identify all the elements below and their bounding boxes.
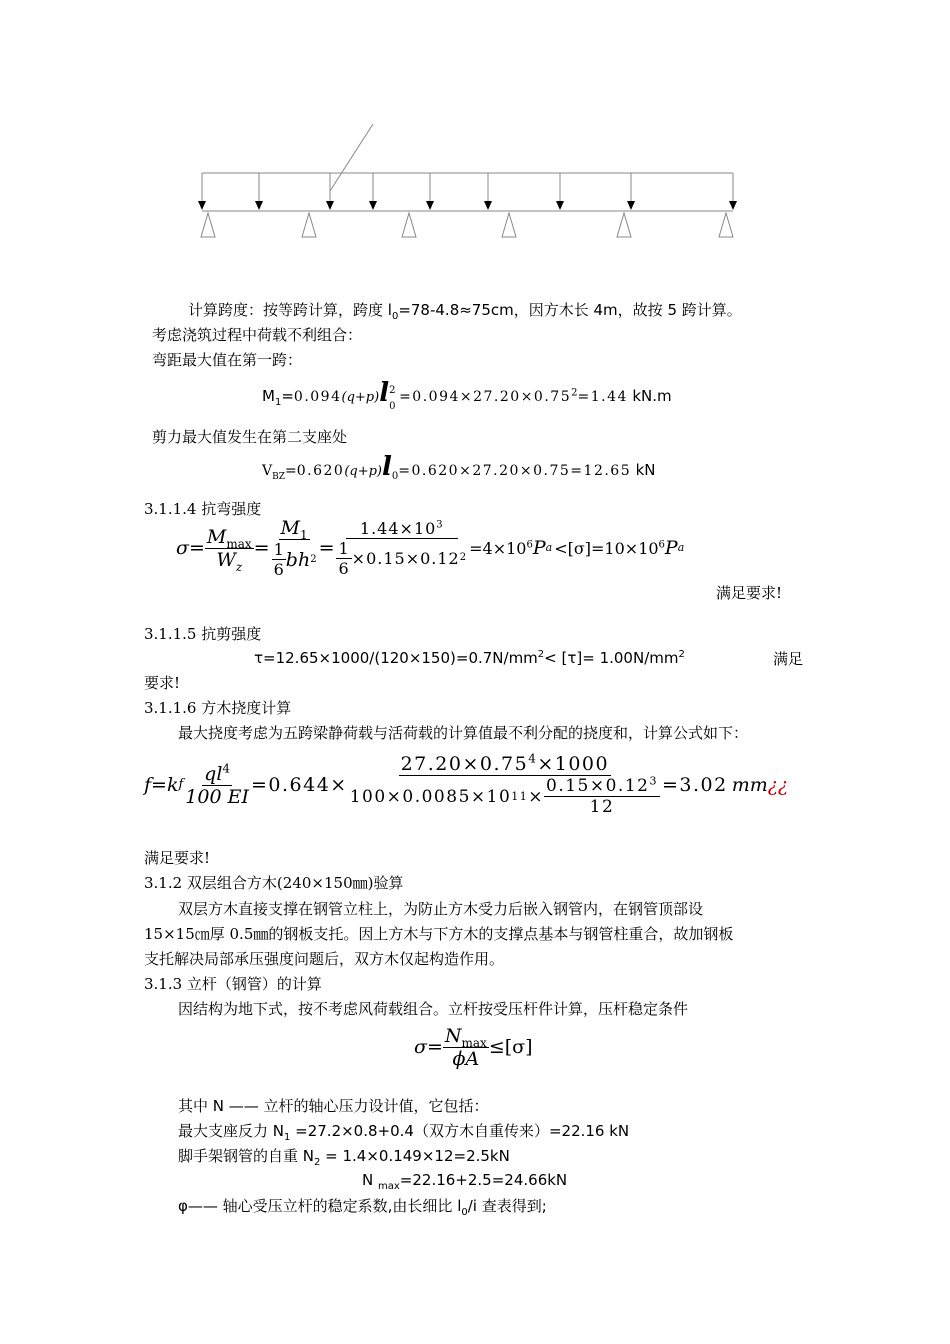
- section-313: 3.1.3 立杆（钢管）的计算: [144, 975, 322, 993]
- load-arrow: [484, 173, 492, 210]
- tau-ok-b: 要求!: [144, 674, 181, 692]
- pin-support: [302, 213, 316, 237]
- frac-n-over-phia: $\frac{N_{max}}{\phi A}$: [444, 1024, 487, 1070]
- section-312: 3.1.2 双层组合方木(240×150㎜)验算: [144, 874, 404, 892]
- para-moment-first: 弯距最大值在第一跨：: [152, 351, 303, 369]
- frac-m1-over-section: $M_1$ $\frac{1}{6}$ bh 2: [273, 517, 317, 579]
- max-support-reaction: 最大支座反力 $N_1 =27.2\times 0.8+0.4$（双方木自重传来）=22.16 kN: [178, 1122, 630, 1143]
- tau-ok-a: 满足: [773, 650, 804, 668]
- eq-sigma-bending: σ= $\frac{M_{max}}{W_z}$ = $M_1$ $\frac{1}{6}$ bh 2 = $1.44\times 10^3$ $\frac{1}{6}$ ×0.15×0.12 2 $=4\times 10^6$ P a $<[\sigma]=10\times 10^6$ P a: [176, 517, 685, 579]
- para-combo: 考虑浇筑过程中荷载不利组合：: [152, 326, 363, 344]
- load-arrow: [198, 173, 206, 210]
- where-n: 其中 N —— 立杆的轴心压力设计值，它包括：: [178, 1097, 489, 1115]
- phi-definition: φ—— 轴心受压立杆的稳定系数,由长细比 $l_0/i$ 查表得到;: [178, 1197, 547, 1218]
- load-arrow: [729, 173, 737, 210]
- pin-support: [201, 213, 215, 237]
- eq-m1: $M_1=0.094(q+p)l$ 2 0 $=0.094\times 27.20\times 0.75^2=1.44$ kN.m: [262, 378, 672, 412]
- load-arrows: [198, 173, 737, 210]
- eq-deflection: f=k f $\frac{ql^4}{100 EI}$ =0.644× $27.20\times 0.75^4\times 1000$ 100×0.0085×10 11 × $\frac{0.15\times 0.12^3}{12}$ =3.02 mm ¿¿: [144, 751, 789, 817]
- load-arrow: [627, 173, 635, 210]
- section-3115: 3.1.1.5 抗剪强度: [144, 625, 262, 643]
- load-arrow: [426, 173, 434, 210]
- para-double-1: 双层方木直接支撑在钢管立柱上，为防止方木受力后嵌入钢管内，在钢管顶部设: [178, 900, 704, 918]
- frac-deflection-numeric: $27.20\times 0.75^4\times 1000$ 100×0.0085×10 11 × $\frac{0.15\times 0.12^3}{12}$: [349, 751, 658, 817]
- frac-numeric: $1.44\times 10^3$ $\frac{1}{6}$ ×0.15×0.12 2: [338, 518, 468, 578]
- ok-bending: 满足要求!: [716, 584, 783, 602]
- supports: [201, 213, 733, 237]
- para-shear-max: 剪力最大值发生在第二支座处: [152, 428, 348, 446]
- eq-post-stability: σ= $\frac{N_{max}}{\phi A}$ ≤[σ]: [414, 1024, 533, 1070]
- load-arrow: [556, 173, 564, 210]
- section-3114: 3.1.1.4 抗弯强度: [144, 500, 262, 518]
- pin-support: [617, 213, 631, 237]
- eq-vbz: $V_{BZ}=0.620(q+p)l_0=0.620\times 27.20\times 0.75=12.65$ kN: [262, 452, 656, 482]
- para-double-2: 15×15㎝厚 0.5㎜的钢板支托。因上方木与下方木的支撑点基本与钢管柱重合，故加钢板: [144, 925, 734, 943]
- load-arrow: [326, 173, 334, 210]
- frac-m-over-w: $\frac{M_{max}}{W_z}$: [206, 525, 252, 574]
- n-max: N $_{max}$=22.16+2.5=24.66kN: [362, 1171, 568, 1192]
- pin-support: [719, 213, 733, 237]
- load-arrow: [369, 173, 377, 210]
- para-span: 计算跨度：按等跨计算，跨度 $l_0=78-4.8\approx 75cm$，因方木长 4m，故按 5 跨计算。: [188, 301, 742, 322]
- para-deflection: 最大挠度考虑为五跨梁静荷载与活荷载的计算值最不利分配的挠度和，计算公式如下：: [178, 724, 749, 742]
- load-arrow: [255, 173, 263, 210]
- para-double-3: 支托解决局部承压强度问题后，双方木仅起构造作用。: [144, 950, 505, 968]
- ok-deflection: 满足要求!: [144, 849, 211, 867]
- para-post: 因结构为地下式，按不考虑风荷载组合。立杆按受压杆件计算，压杆稳定条件: [178, 1000, 689, 1018]
- pin-support: [402, 213, 416, 237]
- beam-lines: [202, 124, 733, 211]
- section-3116: 3.1.1.6 方木挠度计算: [144, 699, 292, 717]
- pin-support: [502, 213, 516, 237]
- tau-line: $\tau=12.65\times 1000/(120\times 150)=0.7N/mm^2< [\tau]= 1.00N/mm^2$: [254, 649, 685, 667]
- frac-ql4: $\frac{ql^4}{100 EI}$: [185, 761, 249, 808]
- beam-load-diagram: [180, 115, 760, 245]
- scaffold-self-weight: 脚手架钢管的自重 $N_2 = 1.4\times 0.149\times 12=2.5kN$: [178, 1147, 510, 1168]
